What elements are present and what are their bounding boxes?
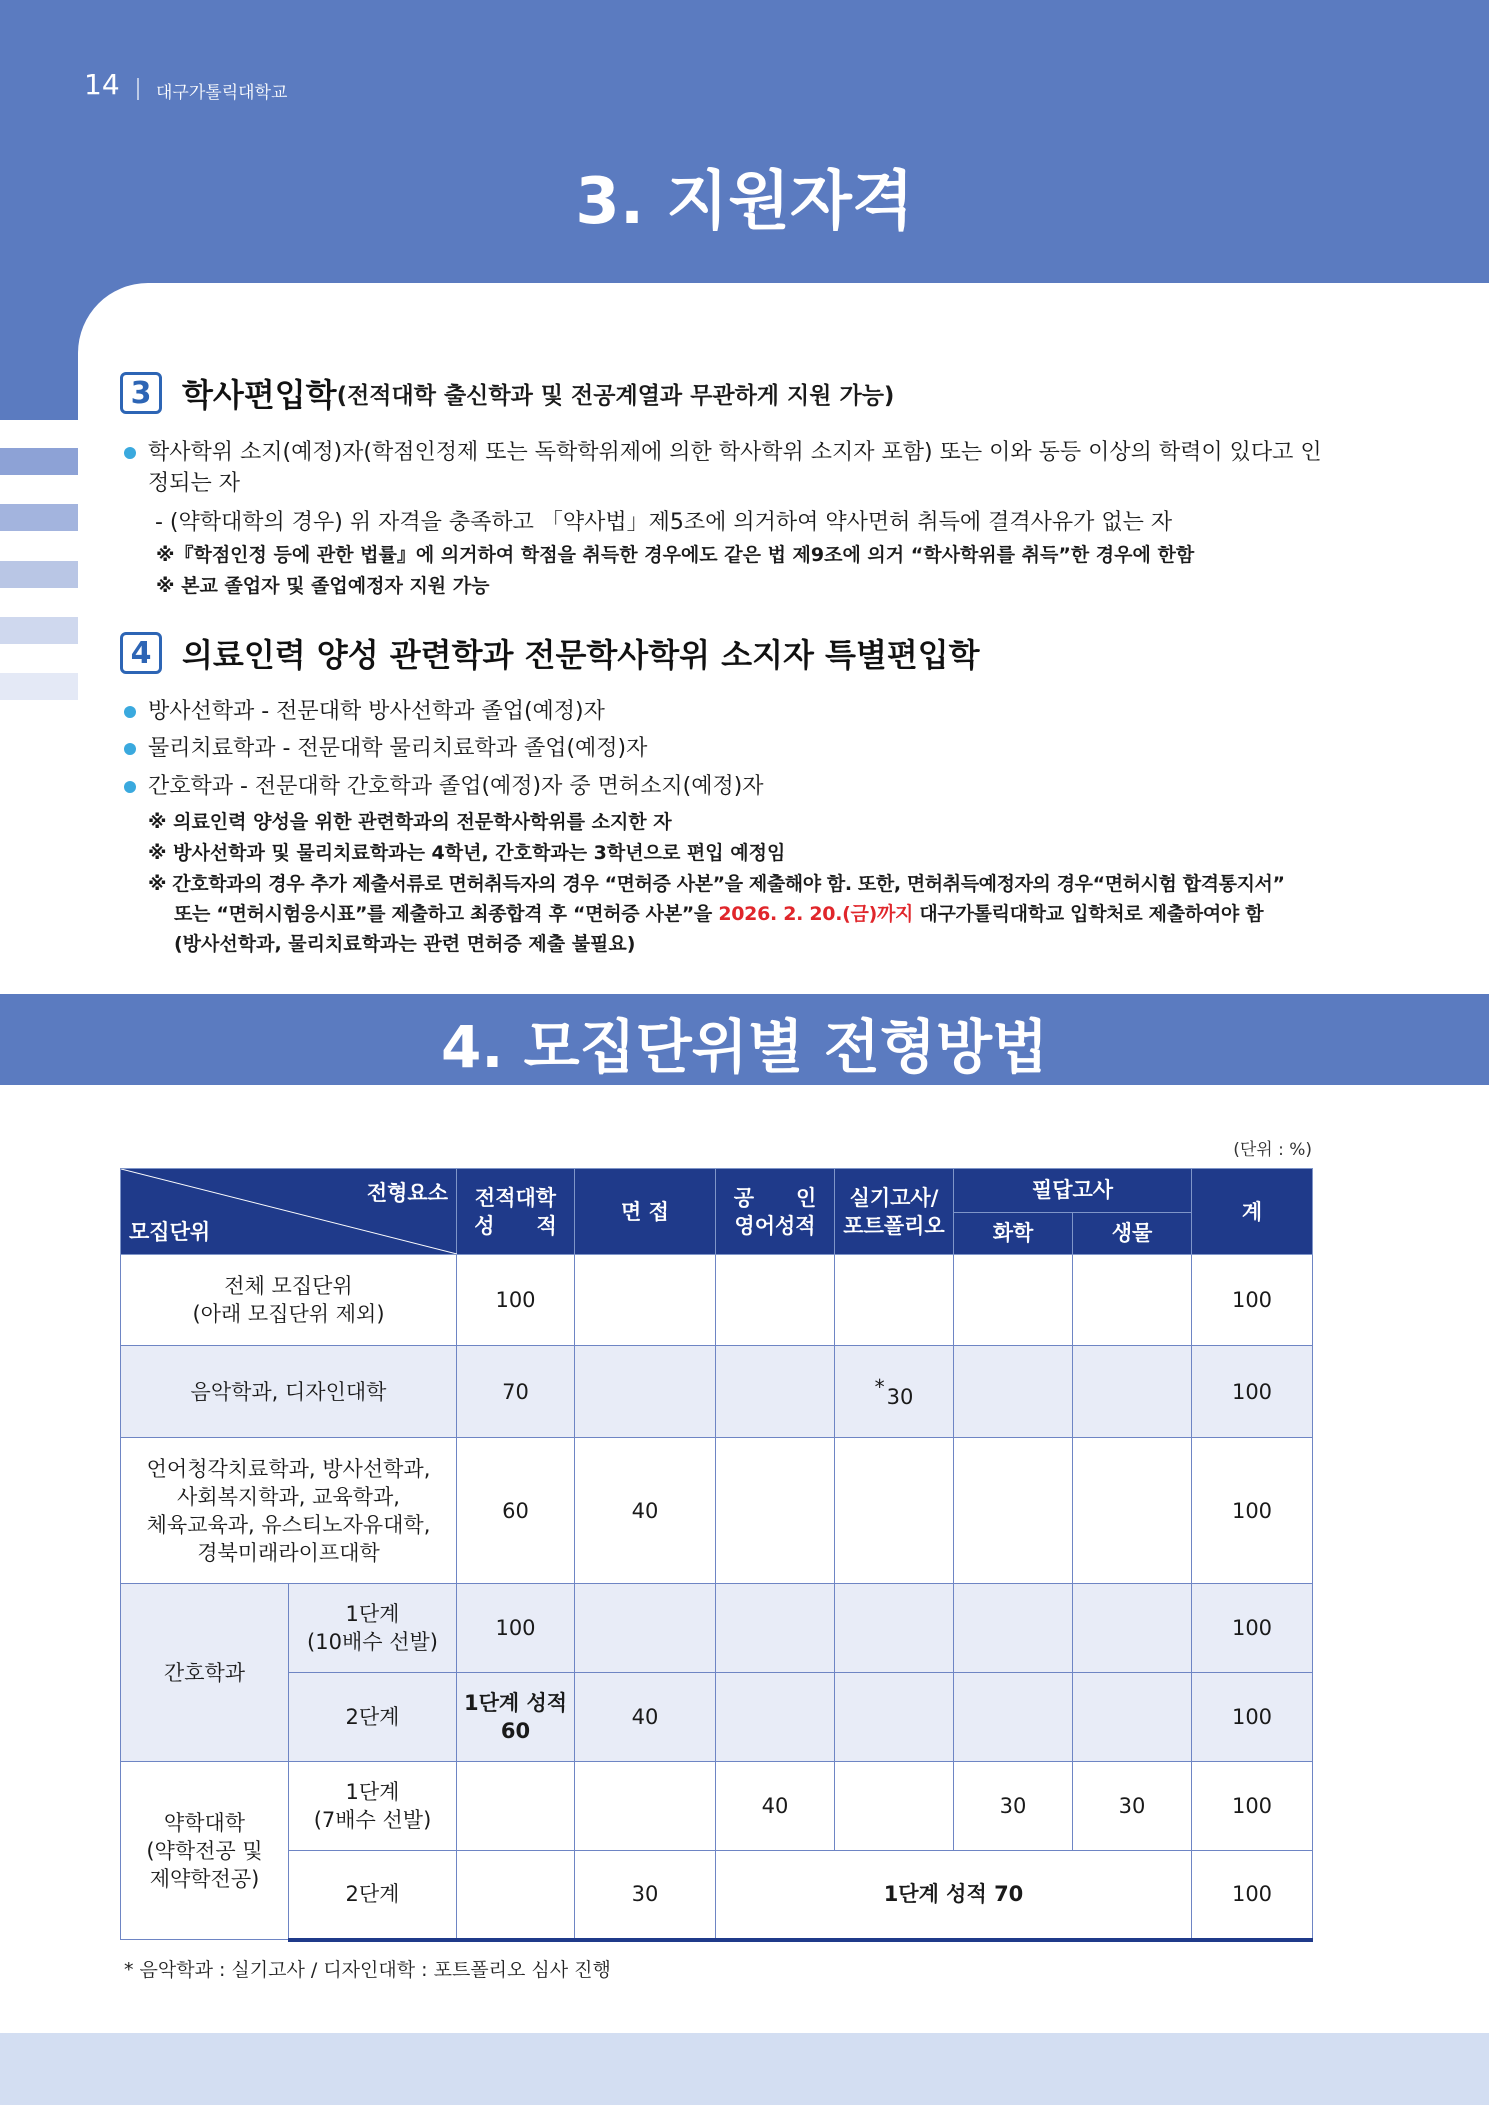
decor-stripe — [0, 617, 78, 644]
interview-cell: 40 — [575, 1438, 716, 1584]
unit-cell — [121, 1438, 457, 1584]
unit-text: 경북미래라이프대학 — [197, 1540, 380, 1565]
unit-text: (아래 모집단위 제외) — [192, 1302, 385, 1326]
header-unit: 모집단위 — [129, 1220, 211, 1244]
header-english-line: 공 인 — [733, 1185, 817, 1210]
biology-cell — [1073, 1255, 1192, 1346]
selection-method-table — [120, 1168, 1313, 1942]
unit-text: 사회복지학과, 교육학과, — [177, 1484, 400, 1509]
english-cell: 40 — [716, 1762, 835, 1851]
item4-heading — [120, 630, 980, 676]
english-cell — [716, 1255, 835, 1346]
deadline-date: 2026. 2. 20.(금)까지 — [718, 903, 914, 925]
header-transcript-line: 성 적 — [474, 1213, 557, 1238]
note-text: 또는 “면허시험응시표”를 제출하고 최종합격 후 “면허증 사본”을 — [174, 903, 719, 925]
total-cell: 100 — [1192, 1851, 1313, 1940]
transcript-cell: 100 — [457, 1255, 575, 1346]
item3-note-1: ※『학점인정 등에 관한 법률』에 의거하여 학점을 취득한 경우에도 같은 법 제9조에 의거 “학사학위를 취득”한 경우에 한함 — [156, 544, 1195, 566]
unit-cell: 음악학과, 디자인대학 — [121, 1346, 457, 1438]
decor-stripe — [0, 561, 78, 588]
table-row — [121, 1762, 1313, 1851]
bullet-dot-icon — [124, 781, 136, 793]
chemistry-cell: 30 — [954, 1762, 1073, 1851]
item4-title: 의료인력 양성 관련학과 전문학사학위 소지자 특별편입학 — [182, 636, 980, 674]
table-row — [121, 1255, 1313, 1346]
item4-bullet — [124, 771, 1324, 802]
transcript-text: 1단계 성적 — [463, 1691, 568, 1715]
footer-band — [0, 2033, 1489, 2105]
header-english — [716, 1169, 835, 1255]
item3-subtitle: (전적대학 출신학과 및 전공계열과 무관하게 지원 가능) — [336, 382, 895, 409]
item4-bullet-text: 물리치료학과 - 전문대학 물리치료학과 졸업(예정)자 — [148, 736, 648, 761]
transcript-text: 60 — [500, 1719, 531, 1743]
item4-bullet — [124, 696, 1324, 727]
practical-cell — [835, 1346, 954, 1438]
stage-cell — [289, 1584, 457, 1673]
practical-cell — [835, 1438, 954, 1584]
transcript-cell: 60 — [457, 1438, 575, 1584]
unit-text: 전체 모집단위 — [224, 1274, 353, 1298]
stage-text: 1단계 — [345, 1780, 400, 1804]
biology-cell — [1073, 1438, 1192, 1584]
item3-title: 학사편입학 — [182, 376, 337, 414]
section3-title: 3. 지원자격 — [575, 165, 914, 239]
total-cell: 100 — [1192, 1584, 1313, 1673]
header-university: 대구가톨릭대학교 — [156, 83, 288, 103]
header-total: 계 — [1192, 1169, 1313, 1255]
biology-cell — [1073, 1584, 1192, 1673]
interview-cell — [575, 1584, 716, 1673]
total-cell: 100 — [1192, 1255, 1313, 1346]
header-english-line: 영어성적 — [734, 1213, 816, 1238]
diagonal-header-cell — [121, 1169, 457, 1255]
page-number: 14 — [84, 68, 120, 101]
asterisk-mark: * — [874, 1374, 885, 1399]
practical-value: 30 — [886, 1384, 914, 1409]
header-biology: 생물 — [1073, 1212, 1192, 1255]
header-transcript-line: 전적대학 — [474, 1185, 557, 1210]
header-practical-line: 포트폴리오 — [843, 1213, 945, 1238]
item4-bullet — [124, 733, 1324, 764]
chemistry-cell — [954, 1584, 1073, 1673]
stage-text: (7배수 선발) — [313, 1808, 432, 1832]
item3-heading — [120, 370, 894, 416]
decor-stripe — [0, 448, 78, 475]
chemistry-cell — [954, 1673, 1073, 1762]
chemistry-cell — [954, 1438, 1073, 1584]
total-cell: 100 — [1192, 1438, 1313, 1584]
header-interview: 면 접 — [575, 1169, 716, 1255]
english-cell — [716, 1673, 835, 1762]
header-divider — [137, 78, 139, 100]
stage-cell: 2단계 — [289, 1851, 457, 1940]
unit-cell — [121, 1762, 289, 1940]
header-practical — [835, 1169, 954, 1255]
unit-text: (약학전공 및 — [146, 1838, 263, 1863]
transcript-cell — [457, 1851, 575, 1940]
stage-text: (10배수 선발) — [307, 1630, 438, 1654]
unit-cell — [121, 1255, 457, 1346]
item4-bullet-text: 간호학과 - 전문대학 간호학과 졸업(예정)자 중 면허소지(예정)자 — [148, 774, 764, 799]
english-cell — [716, 1438, 835, 1584]
chemistry-cell — [954, 1346, 1073, 1438]
table-row — [121, 1346, 1313, 1438]
transcript-cell: 100 — [457, 1584, 575, 1673]
header-factor: 전형요소 — [366, 1181, 448, 1205]
unit-text: 체육교육과, 유스티노자유대학, — [146, 1512, 431, 1537]
transcript-cell — [457, 1673, 575, 1762]
transcript-cell: 70 — [457, 1346, 575, 1438]
interview-cell — [575, 1255, 716, 1346]
item3-sub-condition: - (약학대학의 경우) 위 자격을 충족하고 「약사법」제5조에 의거하여 약사면허 취득에 결격사유가 없는 자 — [155, 510, 1173, 535]
total-cell: 100 — [1192, 1346, 1313, 1438]
item4-bullet-text: 방사선학과 - 전문대학 방사선학과 졸업(예정)자 — [148, 699, 605, 724]
english-cell — [716, 1346, 835, 1438]
unit-text: 언어청각치료학과, 방사선학과, — [146, 1456, 431, 1481]
stage-text: 1단계 — [345, 1602, 400, 1626]
table-footnote: * 음악학과 : 실기고사 / 디자인대학 : 포트폴리오 심사 진행 — [124, 1959, 611, 1981]
interview-cell — [575, 1346, 716, 1438]
bullet-dot-icon — [124, 706, 136, 718]
table-row — [121, 1584, 1313, 1673]
item3-bullet-text: 학사학위 소지(예정)자(학점인정제 또는 독학학위제에 의한 학사학위 소지자 포함) 또는 이와 동등 이상의 학력이 있다고 인정되는 자 — [148, 440, 1322, 496]
table-row — [121, 1851, 1313, 1940]
merged-stage1-score-cell: 1단계 성적 70 — [716, 1851, 1192, 1940]
practical-cell — [835, 1762, 954, 1851]
item3-bullet — [124, 437, 1324, 499]
table-row — [121, 1438, 1313, 1584]
decor-stripe — [0, 673, 78, 700]
header-chemistry: 화학 — [954, 1212, 1073, 1255]
chemistry-cell — [954, 1255, 1073, 1346]
english-cell — [716, 1584, 835, 1673]
note-text: 대구가톨릭대학교 입학처로 제출하여야 함 — [913, 903, 1264, 925]
header-practical-line: 실기고사/ — [849, 1185, 939, 1210]
table-row — [121, 1673, 1313, 1762]
unit-label: (단위 : %) — [1233, 1140, 1312, 1160]
unit-text: 제약학전공) — [149, 1866, 260, 1891]
biology-cell — [1073, 1673, 1192, 1762]
item4-note-3-line3: (방사선학과, 물리치료학과는 관련 면허증 제출 불필요) — [174, 933, 636, 955]
practical-cell — [835, 1255, 954, 1346]
item3-number-badge: 3 — [120, 372, 162, 414]
stage-cell: 2단계 — [289, 1673, 457, 1762]
section4-title: 4. 모집단위별 전형방법 — [440, 1013, 1049, 1081]
item4-note-2: ※ 방사선학과 및 물리치료학과는 4학년, 간호학과는 3학년으로 편입 예정임 — [148, 842, 786, 864]
item3-note-2: ※ 본교 졸업자 및 졸업예정자 지원 가능 — [156, 575, 490, 597]
item4-note-3-line2 — [174, 899, 1263, 929]
unit-text: 약학대학 — [163, 1810, 246, 1835]
practical-cell — [835, 1673, 954, 1762]
decor-stripe — [0, 504, 78, 531]
biology-cell: 30 — [1073, 1762, 1192, 1851]
bullet-dot-icon — [124, 447, 136, 459]
item4-note-1: ※ 의료인력 양성을 위한 관련학과의 전문학사학위를 소지한 자 — [148, 811, 672, 833]
interview-cell: 30 — [575, 1851, 716, 1940]
item4-number-badge: 4 — [120, 632, 162, 674]
transcript-cell — [457, 1762, 575, 1851]
item4-note-3: ※ 간호학과의 경우 추가 제출서류로 면허취득자의 경우 “면허증 사본”을 제출해야 함. 또한, 면허취득예정자의 경우“면허시험 합격통지서” — [148, 873, 1285, 895]
header-transcript — [457, 1169, 575, 1255]
interview-cell: 40 — [575, 1673, 716, 1762]
stage-cell — [289, 1762, 457, 1851]
practical-cell — [835, 1584, 954, 1673]
bullet-dot-icon — [124, 743, 136, 755]
interview-cell — [575, 1762, 716, 1851]
total-cell: 100 — [1192, 1762, 1313, 1851]
biology-cell — [1073, 1346, 1192, 1438]
unit-cell: 간호학과 — [121, 1584, 289, 1762]
header-written-exam: 필답고사 — [954, 1169, 1192, 1213]
total-cell: 100 — [1192, 1673, 1313, 1762]
